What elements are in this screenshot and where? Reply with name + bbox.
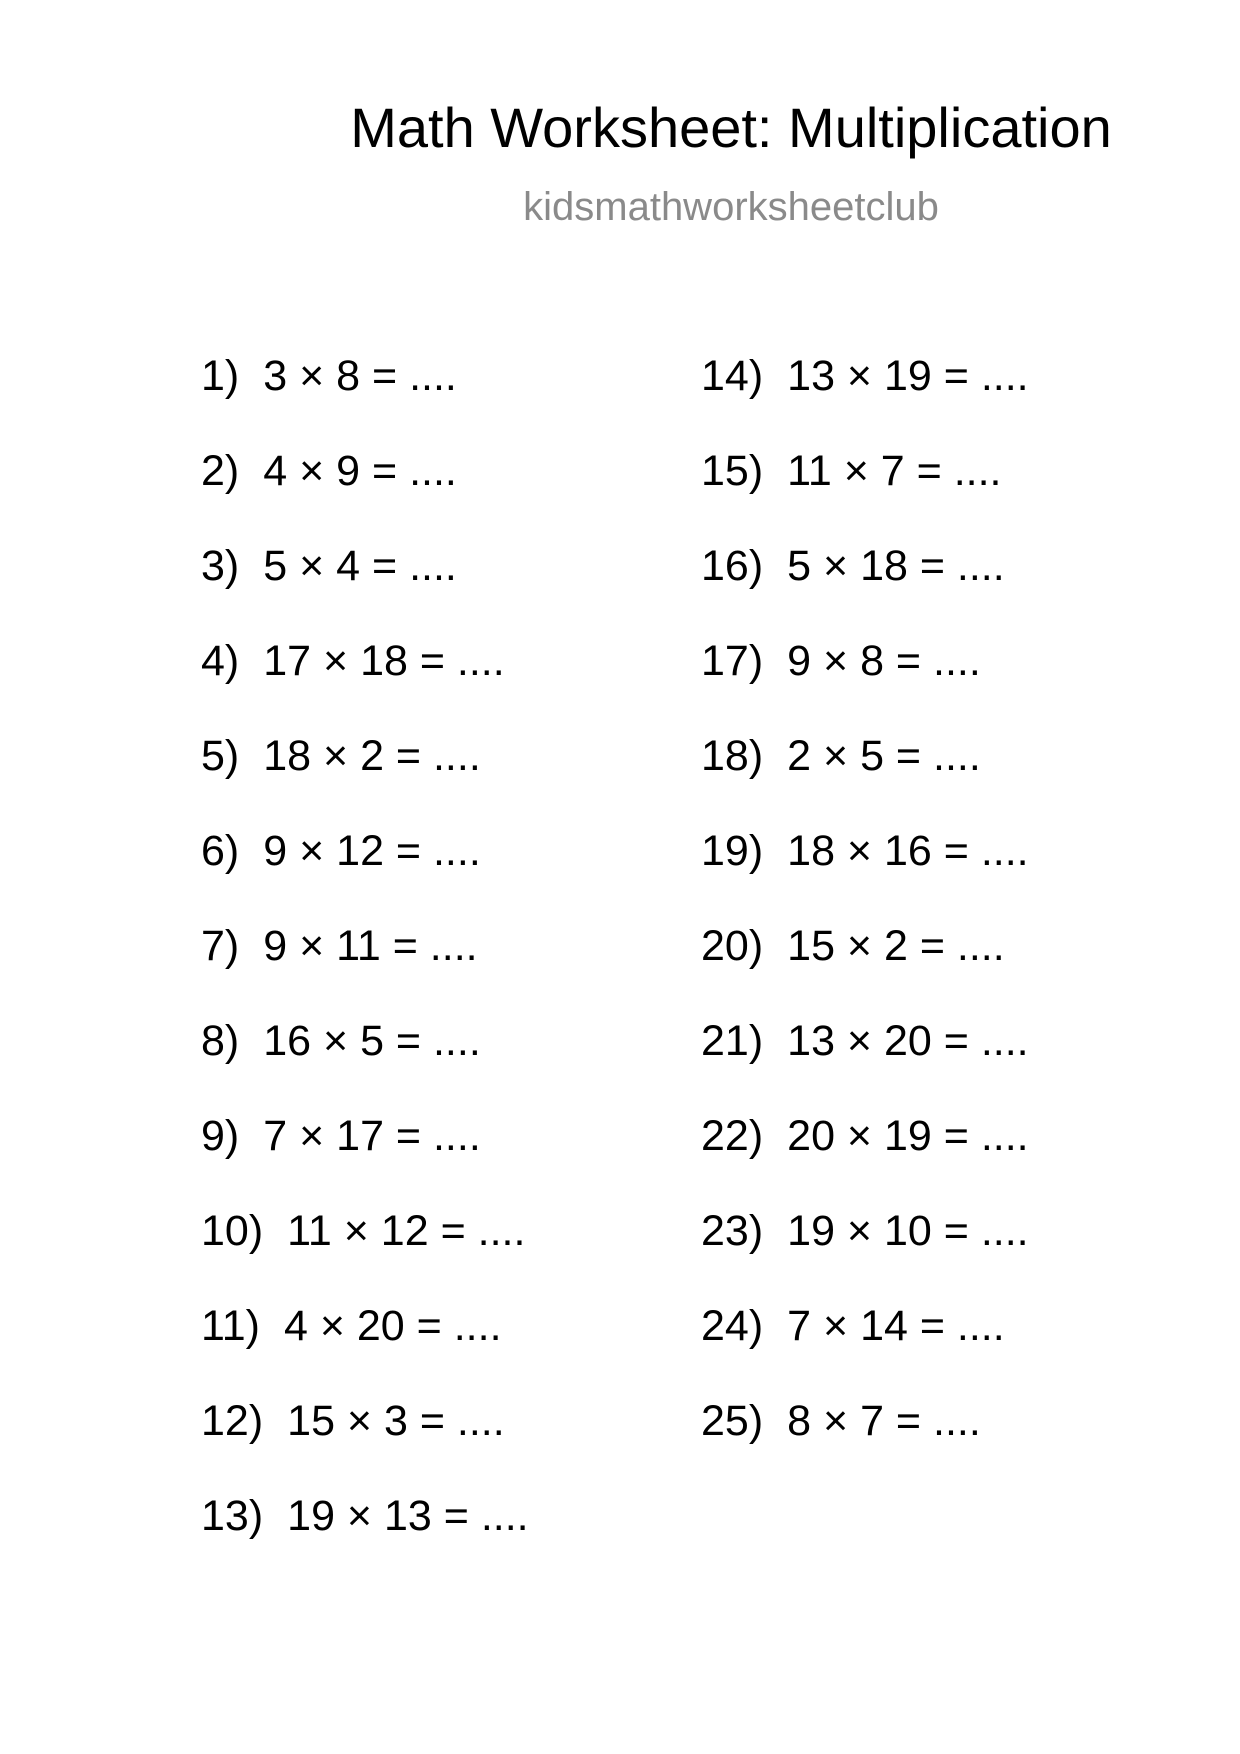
problem-expression: 16 × 5 = .... — [263, 1017, 481, 1065]
problem-item — [201, 540, 529, 635]
problem-number: 16) — [701, 542, 764, 590]
problem-expression: 15 × 2 = .... — [787, 922, 1005, 970]
problem-item — [701, 1015, 1029, 1110]
problem-expression: 9 × 11 = .... — [263, 922, 478, 970]
problem-number: 10) — [201, 1207, 264, 1255]
problem-number: 4) — [201, 637, 240, 685]
problem-item — [701, 1395, 1029, 1490]
problem-expression: 19 × 13 = .... — [287, 1492, 529, 1540]
problem-item — [201, 730, 529, 825]
problem-item — [701, 635, 1029, 730]
problem-item — [201, 825, 529, 920]
problem-expression: 18 × 16 = .... — [787, 827, 1029, 875]
problem-expression: 17 × 18 = .... — [263, 637, 505, 685]
problem-number: 1) — [201, 352, 240, 400]
problem-item — [701, 1110, 1029, 1205]
problem-expression: 5 × 18 = .... — [787, 542, 1005, 590]
problem-number: 23) — [701, 1207, 764, 1255]
problem-expression: 13 × 20 = .... — [787, 1017, 1029, 1065]
problem-number: 18) — [701, 732, 764, 780]
problem-number: 9) — [201, 1112, 240, 1160]
problem-column-right — [701, 350, 1029, 1490]
problem-item — [201, 1205, 529, 1300]
problem-expression: 3 × 8 = .... — [263, 352, 457, 400]
problem-expression: 4 × 9 = .... — [263, 447, 457, 495]
page-subtitle: kidsmathworksheetclub — [523, 185, 939, 229]
problem-expression: 8 × 7 = .... — [787, 1397, 981, 1445]
problem-item — [701, 445, 1029, 540]
problem-expression: 9 × 12 = .... — [263, 827, 481, 875]
problem-number: 3) — [201, 542, 240, 590]
problem-number: 13) — [201, 1492, 264, 1540]
problem-item — [701, 540, 1029, 635]
problem-item — [701, 920, 1029, 1015]
problem-expression: 15 × 3 = .... — [287, 1397, 505, 1445]
problem-number: 20) — [701, 922, 764, 970]
problem-number: 2) — [201, 447, 240, 495]
problem-number: 6) — [201, 827, 240, 875]
problem-item — [201, 350, 529, 445]
problem-number: 24) — [701, 1302, 764, 1350]
page-title: Math Worksheet: Multiplication — [350, 96, 1112, 159]
problem-expression: 18 × 2 = .... — [263, 732, 481, 780]
problem-expression: 9 × 8 = .... — [787, 637, 981, 685]
problem-item — [701, 350, 1029, 445]
problem-item — [201, 445, 529, 540]
problem-number: 15) — [701, 447, 764, 495]
problem-number: 25) — [701, 1397, 764, 1445]
problem-expression: 20 × 19 = .... — [787, 1112, 1029, 1160]
problem-expression: 11 × 7 = .... — [787, 447, 1002, 495]
problem-expression: 2 × 5 = .... — [787, 732, 981, 780]
problem-item — [701, 825, 1029, 920]
problem-number: 22) — [701, 1112, 764, 1160]
problem-number: 11) — [201, 1302, 260, 1350]
problem-expression: 13 × 19 = .... — [787, 352, 1029, 400]
problem-item — [201, 1015, 529, 1110]
problem-expression: 7 × 17 = .... — [263, 1112, 481, 1160]
problem-number: 17) — [701, 637, 764, 685]
problem-expression: 4 × 20 = .... — [283, 1302, 502, 1350]
problem-number: 19) — [701, 827, 764, 875]
problem-expression: 19 × 10 = .... — [787, 1207, 1029, 1255]
problem-number: 5) — [201, 732, 240, 780]
problem-expression: 5 × 4 = .... — [263, 542, 457, 590]
problem-expression: 11 × 12 = .... — [287, 1207, 526, 1255]
problem-item — [701, 1300, 1029, 1395]
problem-item — [201, 1110, 529, 1205]
problem-number: 12) — [201, 1397, 264, 1445]
problem-number: 7) — [201, 922, 240, 970]
problem-item — [701, 1205, 1029, 1300]
problem-item — [201, 920, 529, 1015]
problem-item — [201, 635, 529, 730]
problem-item — [701, 730, 1029, 825]
problem-item — [201, 1300, 529, 1395]
problem-number: 14) — [701, 352, 764, 400]
problem-column-left — [201, 350, 529, 1585]
problem-expression: 7 × 14 = .... — [787, 1302, 1005, 1350]
problem-number: 21) — [701, 1017, 764, 1065]
problem-number: 8) — [201, 1017, 240, 1065]
problem-item — [201, 1395, 529, 1490]
problem-item — [201, 1490, 529, 1585]
